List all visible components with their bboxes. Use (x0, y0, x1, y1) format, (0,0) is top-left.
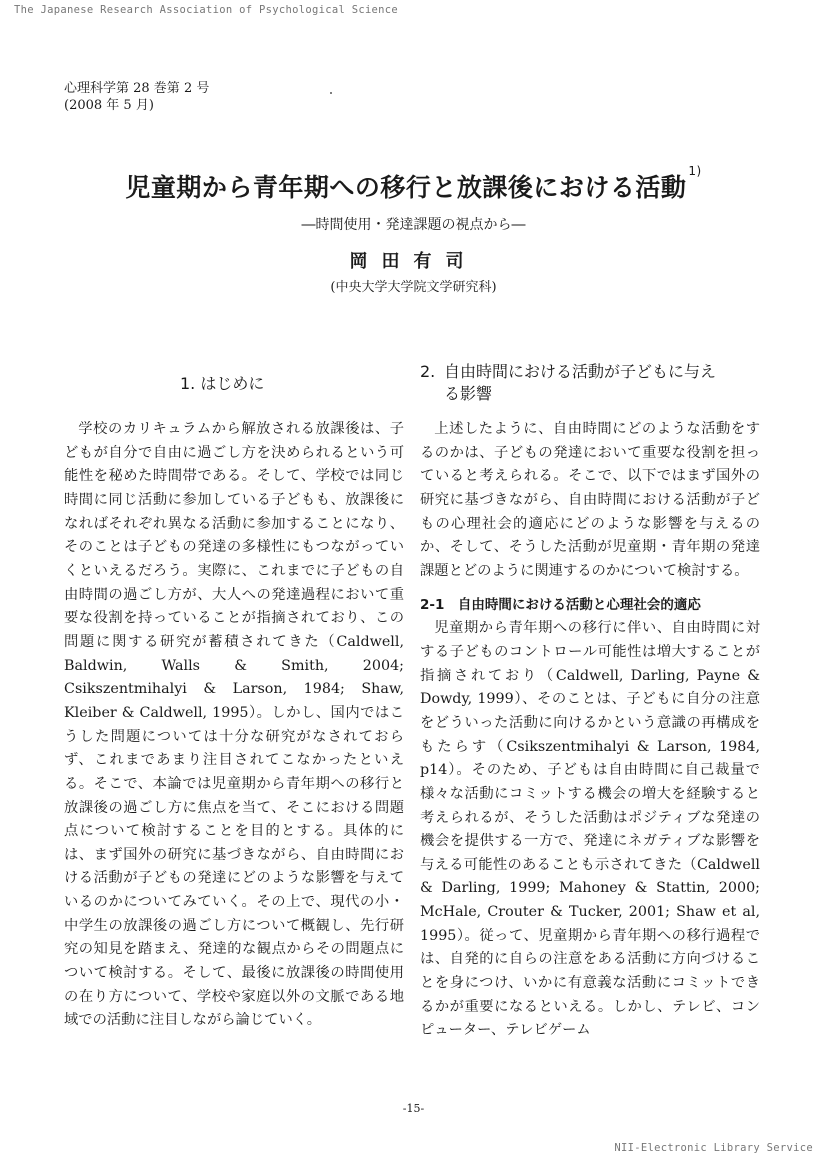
article-subtitle: ―時間使用・発達課題の視点から― (301, 217, 526, 233)
title-footnote-mark: 1) (688, 163, 702, 178)
watermark-bottom: NII-Electronic Library Service (614, 1142, 813, 1154)
author-affiliation: (中央大学大学院文学研究科) (330, 280, 497, 295)
watermark-top: The Japanese Research Association of Psychological Science (14, 4, 399, 16)
section2-heading (420, 361, 750, 405)
subsection-heading: 2-1 自由時間における活動と心理社会的適応 (420, 596, 701, 613)
section2-number: 2. (420, 362, 436, 381)
scan-speck (330, 92, 332, 94)
author-name: 岡田有司 (349, 251, 478, 272)
section1-heading: 1. はじめに (180, 374, 265, 393)
section2-intro: 上述したように、自由時間にどのような活動をするのかは、子どもの発達において重要な役割を担っていると考えられる。そこで、以下ではまず国外の研究に基づきながら、自由時間における活動が子どもの心理社会的適応にどのような影響を与えるのか、そして、そうした活動が児童期・青年期の発達課題とどのように関連するのかについて検討する。 (420, 421, 760, 579)
subsection-text: 児童期から青年期への移行に伴い、自由時間に対する子どものコントロール可能性は増大することが指摘されており（Caldwell, Darling, Payne & Dowdy, 1999）、そのことは、子どもに自分の注意をどういった活動に向けるかという意識の再構成をもたらす（Csikszentmihalyi & Larson, 1984, p14）。そのため、子どもは自由時間に自己裁量で様々な活動にコミットする機会の増大を経験すると考えられるが、そうした活動はポジティブな発達の機会を提供する一方で、発達にネガティブな影響を与える可能性のあることも示されてきた（Caldwell & Darling, 1999; Mahoney & Stattin, 2000; McHale, Crouter & Tucker, 2001; Shaw et al, 1995）。従って、児童期から青年期への移行過程では、自発的に自らの注意をある活動に方向づけることを身につけ、いかに有意義な活動にコミットできるかが重要になるといえる。しかし、テレビ、コンピューター、テレビゲーム (420, 620, 760, 1039)
title-text: 児童期から青年期への移行と放課後における活動 (125, 173, 687, 202)
section1-paragraph: 学校のカリキュラムから解放される放課後は、子どもが自分で自由に過ごし方を決められるという可能性を秘めた時間帯である。そして、学校では同じ時間に同じ活動に参加している子どもも、放課後になればそれぞれ異なる活動に参加することになり、そのことは子どもの発達の多様性にもつながっていくといえるだろう。実際に、これまでに子どもの自由時間の過ごし方が、大人への発達過程において重要な役割を持っていることが指摘されており、この問題に関する研究が蓄積されてきた（Caldwell, Baldwin, Walls & Smith, 2004; Csikszentmihalyi & Larson, 1984; Shaw, Kleiber & Caldwell, 1995）。しかし、国内ではこうした問題については十分な研究がなされておらず、これまであまり注目されてこなかったといえる。そこで、本論では児童期から青年期への移行と放課後の過ごし方に焦点を当て、そこにおける問題点について検討することを目的とする。具体的には、まず国外の研究に基づきながら、自由時間における活動が子どもの発達にどのような影響を与えているのかについてみていく。その上で、現代の小・中学生の放課後の過ごし方について概観し、先行研究の知見を踏まえ、発達的な観点からその問題点について検討する。そして、最後に放課後の時間使用の在り方について、学校や家庭以外の文脈である地域での活動に注目しながら論じていく。 (64, 421, 404, 1029)
left-column (64, 418, 404, 1033)
journal-date: (2008 年 5 月) (64, 98, 154, 113)
page-number: -15- (402, 1102, 425, 1115)
section2-heading-line2: る影響 (444, 384, 493, 403)
right-column (420, 418, 760, 1043)
journal-volume: 心理科学第 28 巻第 2 号 (64, 81, 210, 96)
article-title (0, 163, 827, 204)
journal-info (64, 80, 209, 114)
section2-heading-line1: 自由時間における活動が子どもに与え (444, 362, 717, 381)
